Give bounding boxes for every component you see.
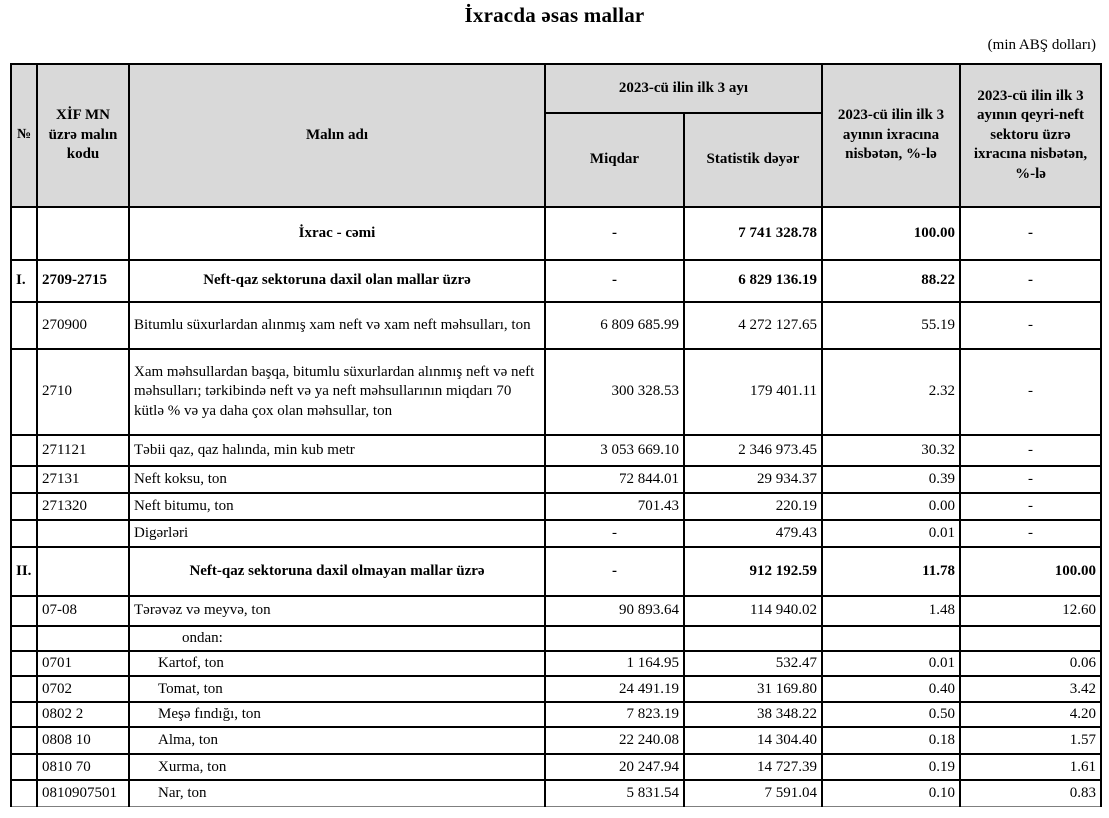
cell-value: 7 741 328.78 — [684, 207, 822, 260]
cell-name: Neft bitumu, ton — [129, 493, 545, 520]
cell-share: 2.32 — [822, 349, 960, 435]
table-row — [11, 435, 1101, 466]
header-name: Malın adı — [129, 64, 545, 207]
cell-qty: 6 809 685.99 — [545, 302, 684, 349]
cell-name: İxrac - cəmi — [129, 207, 545, 260]
cell-value: 7 591.04 — [684, 780, 822, 806]
cell-name: Digərləri — [129, 520, 545, 547]
cell-code — [37, 547, 129, 596]
cell-num — [11, 626, 37, 651]
cell-value: 29 934.37 — [684, 466, 822, 493]
cell-share: 0.39 — [822, 466, 960, 493]
cell-code: 270900 — [37, 302, 129, 349]
cell-share: 1.48 — [822, 596, 960, 626]
table-body — [11, 207, 1101, 806]
cell-share_nonoil — [960, 626, 1101, 651]
cell-value: 179 401.11 — [684, 349, 822, 435]
cell-value: 4 272 127.65 — [684, 302, 822, 349]
cell-num — [11, 676, 37, 702]
cell-code: 271320 — [37, 493, 129, 520]
cell-num — [11, 493, 37, 520]
cell-qty: - — [545, 260, 684, 302]
table-row — [11, 493, 1101, 520]
cell-num — [11, 596, 37, 626]
cell-num: II. — [11, 547, 37, 596]
cell-qty: 3 053 669.10 — [545, 435, 684, 466]
cell-name: Tomat, ton — [129, 676, 545, 702]
cell-value: 6 829 136.19 — [684, 260, 822, 302]
cell-name: Kartof, ton — [129, 651, 545, 676]
cell-value: 479.43 — [684, 520, 822, 547]
table-row — [11, 302, 1101, 349]
table-row — [11, 207, 1101, 260]
cell-num — [11, 435, 37, 466]
cell-value: 220.19 — [684, 493, 822, 520]
cell-qty: 300 328.53 — [545, 349, 684, 435]
table-row — [11, 676, 1101, 702]
cell-name: Neft koksu, ton — [129, 466, 545, 493]
cell-share: 0.01 — [822, 520, 960, 547]
cell-qty: 90 893.64 — [545, 596, 684, 626]
cell-share_nonoil: 3.42 — [960, 676, 1101, 702]
table-row — [11, 702, 1101, 727]
cell-qty: 7 823.19 — [545, 702, 684, 727]
cell-num — [11, 466, 37, 493]
table-row — [11, 349, 1101, 435]
table-row — [11, 780, 1101, 806]
cell-name: Neft-qaz sektoruna daxil olmayan mallar üzrə — [129, 547, 545, 596]
table-row — [11, 727, 1101, 754]
cell-code: 0702 — [37, 676, 129, 702]
table-row — [11, 754, 1101, 780]
cell-share_nonoil: - — [960, 466, 1101, 493]
cell-num — [11, 302, 37, 349]
cell-name: ondan: — [129, 626, 545, 651]
cell-share_nonoil: 0.83 — [960, 780, 1101, 806]
page-title: İxracda əsas mallar — [464, 3, 645, 27]
cell-share: 0.10 — [822, 780, 960, 806]
header-stat-value: Statistik dəyər — [684, 113, 822, 207]
cell-num — [11, 651, 37, 676]
cell-code: 0810 70 — [37, 754, 129, 780]
cell-num — [11, 780, 37, 806]
cell-share: 100.00 — [822, 207, 960, 260]
cell-share_nonoil: 1.57 — [960, 727, 1101, 754]
table-row — [11, 651, 1101, 676]
table-header — [11, 64, 1101, 207]
cell-share: 0.50 — [822, 702, 960, 727]
cell-qty: 5 831.54 — [545, 780, 684, 806]
cell-qty: 72 844.01 — [545, 466, 684, 493]
cell-num — [11, 702, 37, 727]
cell-num: I. — [11, 260, 37, 302]
cell-name: Xurma, ton — [129, 754, 545, 780]
cell-num — [11, 754, 37, 780]
cell-share: 0.01 — [822, 651, 960, 676]
cell-code: 0810907501 — [37, 780, 129, 806]
cell-qty: 20 247.94 — [545, 754, 684, 780]
cell-code — [37, 626, 129, 651]
cell-share: 30.32 — [822, 435, 960, 466]
header-quantity: Miqdar — [545, 113, 684, 207]
cell-share_nonoil: - — [960, 207, 1101, 260]
cell-num — [11, 727, 37, 754]
table-row — [11, 520, 1101, 547]
cell-share_nonoil: - — [960, 493, 1101, 520]
cell-share: 88.22 — [822, 260, 960, 302]
cell-value: 114 940.02 — [684, 596, 822, 626]
cell-name: Tərəvəz və meyvə, ton — [129, 596, 545, 626]
cell-value: 2 346 973.45 — [684, 435, 822, 466]
cell-qty: - — [545, 520, 684, 547]
cell-name: Xam məhsullardan başqa, bitumlu süxurlardan alınmış neft və neft məhsulları; tərkibində neft və ya neft məhsullarının miqdarı 70 kütlə % və ya daha çox olan məhsullar, ton — [129, 349, 545, 435]
table-row — [11, 626, 1101, 651]
cell-value — [684, 626, 822, 651]
table-row — [11, 466, 1101, 493]
cell-num — [11, 349, 37, 435]
cell-share_nonoil: - — [960, 302, 1101, 349]
cell-value: 532.47 — [684, 651, 822, 676]
cell-code: 07-08 — [37, 596, 129, 626]
cell-share: 0.18 — [822, 727, 960, 754]
cell-share: 0.40 — [822, 676, 960, 702]
cell-code — [37, 520, 129, 547]
cell-share: 0.19 — [822, 754, 960, 780]
header-period-group: 2023-cü ilin ilk 3 ayı — [545, 64, 822, 113]
cell-num — [11, 520, 37, 547]
cell-code: 0701 — [37, 651, 129, 676]
cell-qty: 22 240.08 — [545, 727, 684, 754]
cell-code: 271121 — [37, 435, 129, 466]
cell-qty: 24 491.19 — [545, 676, 684, 702]
cell-code: 2709-2715 — [37, 260, 129, 302]
cell-share: 11.78 — [822, 547, 960, 596]
header-code: XİF MN üzrə malın kodu — [37, 64, 129, 207]
cell-qty: - — [545, 207, 684, 260]
cell-code — [37, 207, 129, 260]
cell-share: 0.00 — [822, 493, 960, 520]
cell-name: Təbii qaz, qaz halında, min kub metr — [129, 435, 545, 466]
cell-share_nonoil: 0.06 — [960, 651, 1101, 676]
table-row — [11, 596, 1101, 626]
cell-name: Alma, ton — [129, 727, 545, 754]
cell-share_nonoil: 100.00 — [960, 547, 1101, 596]
cell-share_nonoil: - — [960, 260, 1101, 302]
cell-share_nonoil: - — [960, 435, 1101, 466]
cell-share_nonoil: 1.61 — [960, 754, 1101, 780]
header-share-total: 2023-cü ilin ilk 3 ayının ixracına nisbətən, %-lə — [822, 64, 960, 207]
cell-value: 31 169.80 — [684, 676, 822, 702]
cell-qty: - — [545, 547, 684, 596]
cell-qty: 701.43 — [545, 493, 684, 520]
cell-share_nonoil: 4.20 — [960, 702, 1101, 727]
unit-note: (min ABŞ dolları) — [987, 37, 1096, 53]
table-row — [11, 547, 1101, 596]
cell-share: 55.19 — [822, 302, 960, 349]
table-row — [11, 260, 1101, 302]
cell-value: 14 727.39 — [684, 754, 822, 780]
cell-share — [822, 626, 960, 651]
cell-share_nonoil: - — [960, 520, 1101, 547]
cell-share_nonoil: - — [960, 349, 1101, 435]
cell-qty: 1 164.95 — [545, 651, 684, 676]
cell-num — [11, 207, 37, 260]
cell-value: 912 192.59 — [684, 547, 822, 596]
cell-code: 0802 2 — [37, 702, 129, 727]
cell-value: 38 348.22 — [684, 702, 822, 727]
cell-name: Bitumlu süxurlardan alınmış xam neft və xam neft məhsulları, ton — [129, 302, 545, 349]
cell-name: Meşə fındığı, ton — [129, 702, 545, 727]
export-table — [10, 63, 1102, 807]
cell-code: 27131 — [37, 466, 129, 493]
cell-value: 14 304.40 — [684, 727, 822, 754]
cell-qty — [545, 626, 684, 651]
cell-name: Neft-qaz sektoruna daxil olan mallar üzrə — [129, 260, 545, 302]
cell-share_nonoil: 12.60 — [960, 596, 1101, 626]
cell-name: Nar, ton — [129, 780, 545, 806]
cell-code: 0808 10 — [37, 727, 129, 754]
header-num: № — [11, 64, 37, 207]
header-share-nonoil: 2023-cü ilin ilk 3 ayının qeyri-neft sektoru üzrə ixracına nisbətən, %-lə — [960, 64, 1101, 207]
cell-code: 2710 — [37, 349, 129, 435]
